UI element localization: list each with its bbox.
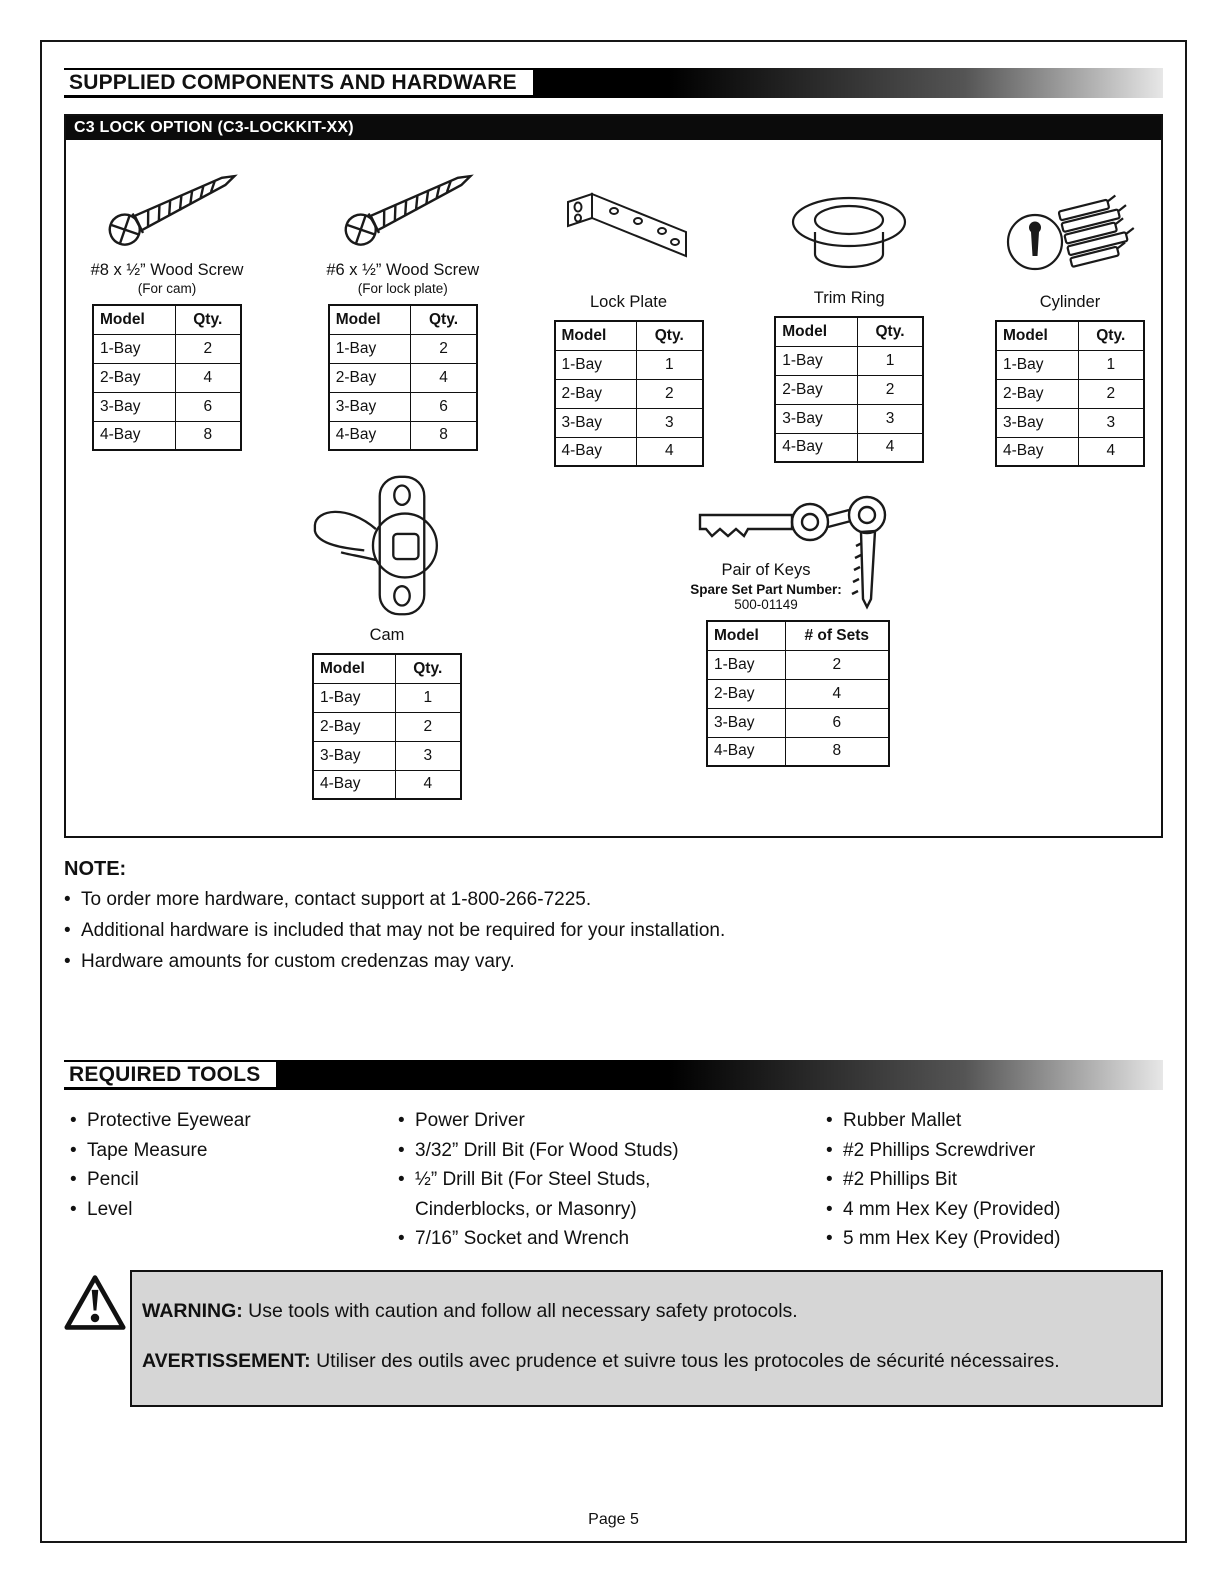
tools-column-1: • Protective Eyewear • Tape Measure • Pencil • Level (70, 1110, 251, 1220)
keys-text (682, 561, 850, 612)
warning-fr-text: Utiliser des outils avec prudence et suivre tous les protocoles de sécurité nécessaires. (316, 1349, 1060, 1372)
tools-columns (64, 1106, 1163, 1254)
warning-fr-label: AVERTISSEMENT: (142, 1349, 311, 1372)
section-header-required-tools (64, 1060, 1163, 1090)
spare-set-part-number: 500-01149 (734, 597, 798, 612)
component-lock-plate (554, 156, 704, 467)
wood-screw-icon (82, 156, 252, 256)
warning-en-text: Use tools with caution and follow all necessary safety protocols. (248, 1300, 798, 1322)
component-name: Lock Plate (589, 293, 668, 311)
component-subtitle: (For lock plate) (357, 281, 448, 296)
component-wood-screw-8 (82, 156, 252, 467)
component-pair-of-keys (682, 471, 914, 767)
tools-column-2: • Power Driver • 3/32” Drill Bit (For Wood Studs) • ½” Drill Bit (For Steel Studs, Cinderblocks, or Masonry) • 7/16” Socket and Wrench (398, 1110, 679, 1249)
component-cylinder (995, 156, 1145, 467)
cam-icon (302, 471, 472, 621)
lock-plate-icon (554, 156, 704, 288)
note-list: • To order more hardware, contact support at 1-800-266-7225. • Additional hardware is included that may not be required for your installation. • Hardware amounts for custom credenzas may vary. (64, 889, 726, 972)
components-row-1 (66, 140, 1161, 467)
tools-title: REQUIRED TOOLS (64, 1062, 276, 1087)
component-wood-screw-6 (318, 156, 488, 467)
trim-ring-icon (769, 156, 929, 284)
component-subtitle: (For cam) (137, 281, 197, 296)
warning-triangle-icon (64, 1270, 130, 1332)
tools-column-3: • Rubber Mallet • #2 Phillips Screwdriver • #2 Phillips Bit • 4 mm Hex Key (Provided) • 5 mm Hex Key (Provided) (826, 1110, 1061, 1249)
note-title: NOTE: (64, 858, 127, 880)
section-title: SUPPLIED COMPONENTS AND HARDWARE (64, 70, 533, 95)
component-name: Cylinder (1039, 293, 1101, 311)
spare-set-label: Spare Set Part Number: (690, 582, 842, 597)
qty-table: Model Qty. 1-Bay 1 2-Bay 2 3-Bay 3 4-Bay 4 (312, 653, 462, 800)
note-section (64, 854, 1163, 977)
component-name: Pair of Keys (721, 561, 811, 579)
component-cam (302, 471, 472, 800)
warning-fr (142, 1346, 1147, 1376)
warning-en-label: WARNING: (142, 1300, 243, 1322)
warning-section (64, 1270, 1163, 1408)
component-name: Cam (369, 626, 405, 644)
lockkit-bar (66, 116, 1161, 140)
page-number: Page 5 (588, 1511, 639, 1528)
component-name: Trim Ring (813, 289, 885, 307)
warning-box (130, 1270, 1163, 1408)
component-name: #6 x ½” Wood Screw (326, 261, 480, 279)
lockkit-bar-title: C3 LOCK OPTION (C3-LOCKKIT-XX) (74, 119, 354, 136)
qty-table: Model Qty. 1-Bay 1 2-Bay 2 3-Bay 3 4-Bay 4 (554, 320, 704, 467)
components-row-2 (66, 471, 1161, 800)
qty-table: Model Qty. 1-Bay 1 2-Bay 2 3-Bay 3 4-Bay 4 (995, 320, 1145, 467)
qty-table: Model Qty. 1-Bay 2 2-Bay 4 3-Bay 6 4-Bay 8 (328, 304, 478, 451)
component-trim-ring (769, 156, 929, 467)
warning-en (142, 1296, 1147, 1326)
qty-table: Model Qty. 1-Bay 1 2-Bay 2 3-Bay 3 4-Bay 4 (774, 316, 924, 463)
component-name: #8 x ½” Wood Screw (90, 261, 244, 279)
wood-screw-icon (318, 156, 488, 256)
qty-table: Model # of Sets 1-Bay 2 2-Bay 4 3-Bay 6 4-Bay 8 (706, 620, 890, 767)
lockkit-box (64, 114, 1163, 838)
qty-table: Model Qty. 1-Bay 2 2-Bay 4 3-Bay 6 4-Bay 8 (92, 304, 242, 451)
cylinder-icon (995, 156, 1145, 288)
section-header-supplied-components (64, 68, 1163, 98)
page (40, 40, 1187, 1543)
